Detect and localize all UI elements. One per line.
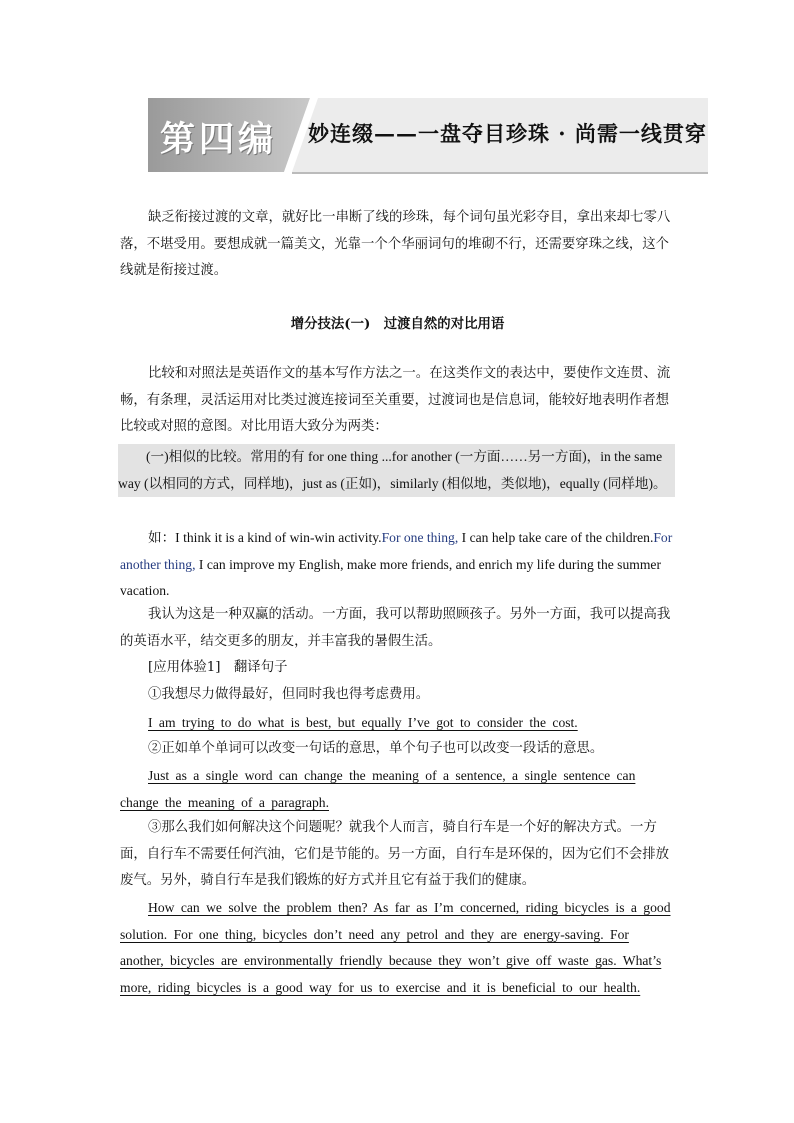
answer-3: How can we solve the problem then? As far as I’m concerned, riding bicycles is a good solution. For one thing, bicycles don’t need any petrol and they are energy-saving. For another, bicycles are environmentally friendly because they won’t give off waste gas. What’s more, riding bicycles is a good way for us to exercise and it is beneficial to our health.: [120, 900, 671, 995]
question-2: ②正如单个单词可以改变一句话的意思，单个句子也可以改变一段话的意思。: [148, 741, 604, 756]
intro-paragraph: 缺乏衔接过渡的文章，就好比一串断了线的珍珠，每个词句虽光彩夺目，拿出来却七零八落，不堪受用。要想成就一篇美文，光靠一个个华丽词句的堆砌不行，还需要穿珠之线，这个线就是衔接过渡。: [120, 210, 671, 278]
question-3: ③那么我们如何解决这个问题呢？就我个人而言，骑自行车是一个好的解决方式。一方面，自行车不需要任何汽油，它们是节能的。另一方面，自行车是环保的，因为它们不会排放废气。另外，骑自行车是我们锻炼的好方式并且它有益于我们的健康。: [120, 820, 670, 888]
banner-part-label: 第四编: [160, 120, 278, 160]
category-similar: (一)相似的比较。常用的有 for one thing ...for another (一方面……另一方面)，in the same way (以相同的方式，同样地)，just as (正如)，similarly (相似地，类似地)，equally (同样地)。: [118, 444, 675, 497]
example-highlight-2: For another thing,: [120, 530, 673, 572]
example-middle: I can help take care of the children.: [458, 530, 654, 545]
answer-1: I am trying to do what is best, but equally I’ve got to consider the cost.: [148, 715, 578, 730]
question-1: ①我想尽力做得最好，但同时我也得考虑费用。: [148, 687, 430, 702]
banner-title: 妙连缀——一盘夺目珍珠 · 尚需一线贯穿: [308, 121, 707, 146]
example-translation: 我认为这是一种双赢的活动。一方面，我可以帮助照顾孩子。另外一方面，我可以提高我的英语水平，结交更多的朋友，并丰富我的暑假生活。: [120, 607, 671, 649]
method-paragraph: 比较和对照法是英语作文的基本写作方法之一。在这类作文的表达中，要使作文连贯、流畅，有条理，灵活运用对比类过渡连接词至关重要，过渡词也是信息词，能较好地表明作者想比较或对照的意图。对比用语大致分为两类：: [120, 366, 671, 434]
section-heading: 增分技法(一) 过渡自然的对比用语: [290, 316, 505, 332]
example-suffix: I can improve my English, make more friends, and enrich my life during the summer vacation.: [120, 556, 661, 598]
exercise-label: [应用体验1] 翻译句子: [148, 660, 288, 675]
example-paragraph: [120, 525, 675, 605]
example-prefix: 如：I think it is a kind of win-win activity.: [148, 530, 382, 545]
example-highlight-1: For one thing,: [381, 530, 459, 545]
answer-2: Just as a single word can change the meaning of a sentence, a single sentence can change the meaning of a paragraph.: [120, 768, 636, 810]
